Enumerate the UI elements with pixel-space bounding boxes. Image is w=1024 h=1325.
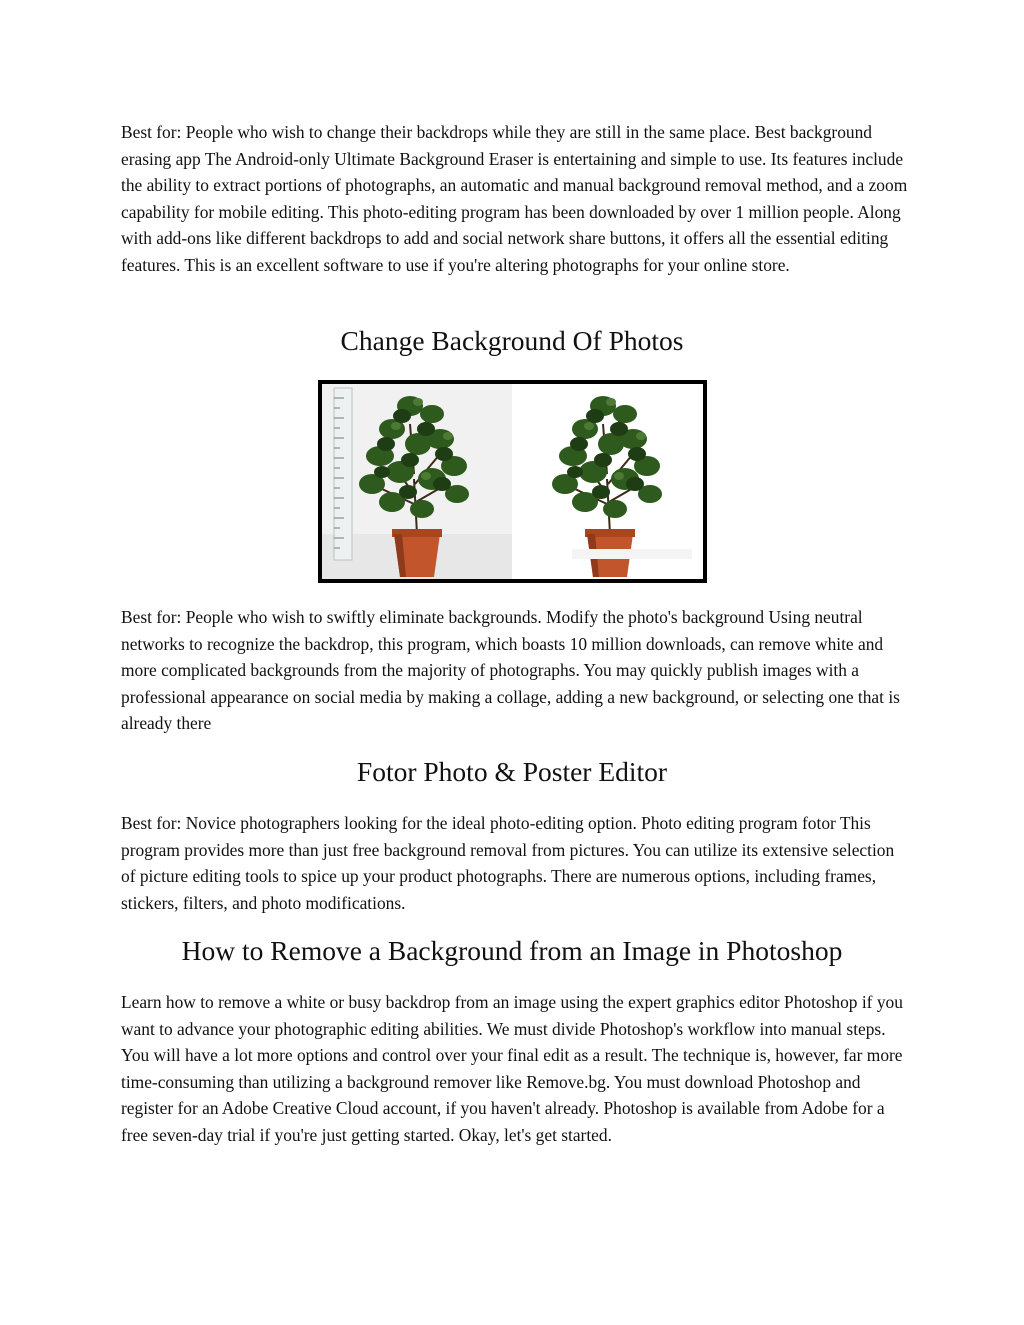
paragraph-fotor: Best for: Novice photographers looking for the ideal photo-editing option. Photo editing program fotor This program provides more than just free background removal from pictures. You can utilize its extensive selection of picture editing tools to spice up your product photographs. There are numerous options, including frames, stickers, filters, and photo modifications. bbox=[121, 813, 895, 913]
paragraph-photoshop: Learn how to remove a white or busy backdrop from an image using the expert graphics editor Photoshop if you want to advance your photographic editing abilities. We must divide Photoshop's workflow into manual steps. You will have a lot more options and control over your final edit as a result. The technique is, however, far more time-consuming than utilizing a background remover like Remove.bg. You must download Photoshop and register for an Adobe Creative Cloud account, if you haven't already. Photoshop is available from Adobe for a free seven-day trial if you're just getting started. Okay, let's get started. bbox=[121, 992, 903, 1145]
heading-remove-background-photoshop: How to Remove a Background from an Image in Photoshop bbox=[181, 935, 843, 966]
heading-change-background-of-photos: Change Background Of Photos bbox=[340, 325, 684, 356]
before-after-plant-image bbox=[318, 380, 707, 583]
ruler-icon bbox=[334, 388, 352, 560]
paragraph-swift-background-removal: Best for: People who wish to swiftly eliminate backgrounds. Modify the photo's background Using neutral networks to recognize the backdrop, this program, which boasts 10 million downloads, can remove white and more complicated backgrounds from the majority of photographs. You may quickly publish images with a professional appearance on social media by making a collage, adding a new background, or selecting one that is already there bbox=[121, 607, 900, 734]
paragraph-ultimate-background-eraser: Best for: People who wish to change their backdrops while they are still in the same place. Best background erasing app The Android-only Ultimate Background Eraser is entertaining and simple to use. Its features include the ability to extract portions of photographs, an automatic and manual background removal method, and a zoom capability for mobile editing. This photo-editing program has been downloaded by over 1 million people. Along with add-ons like different backdrops to add and social network share buttons, it offers all the essential editing features. This is an excellent software to use if you're altering photographs for your online store. bbox=[121, 122, 908, 275]
heading-fotor-photo-poster-editor: Fotor Photo & Poster Editor bbox=[356, 756, 668, 787]
